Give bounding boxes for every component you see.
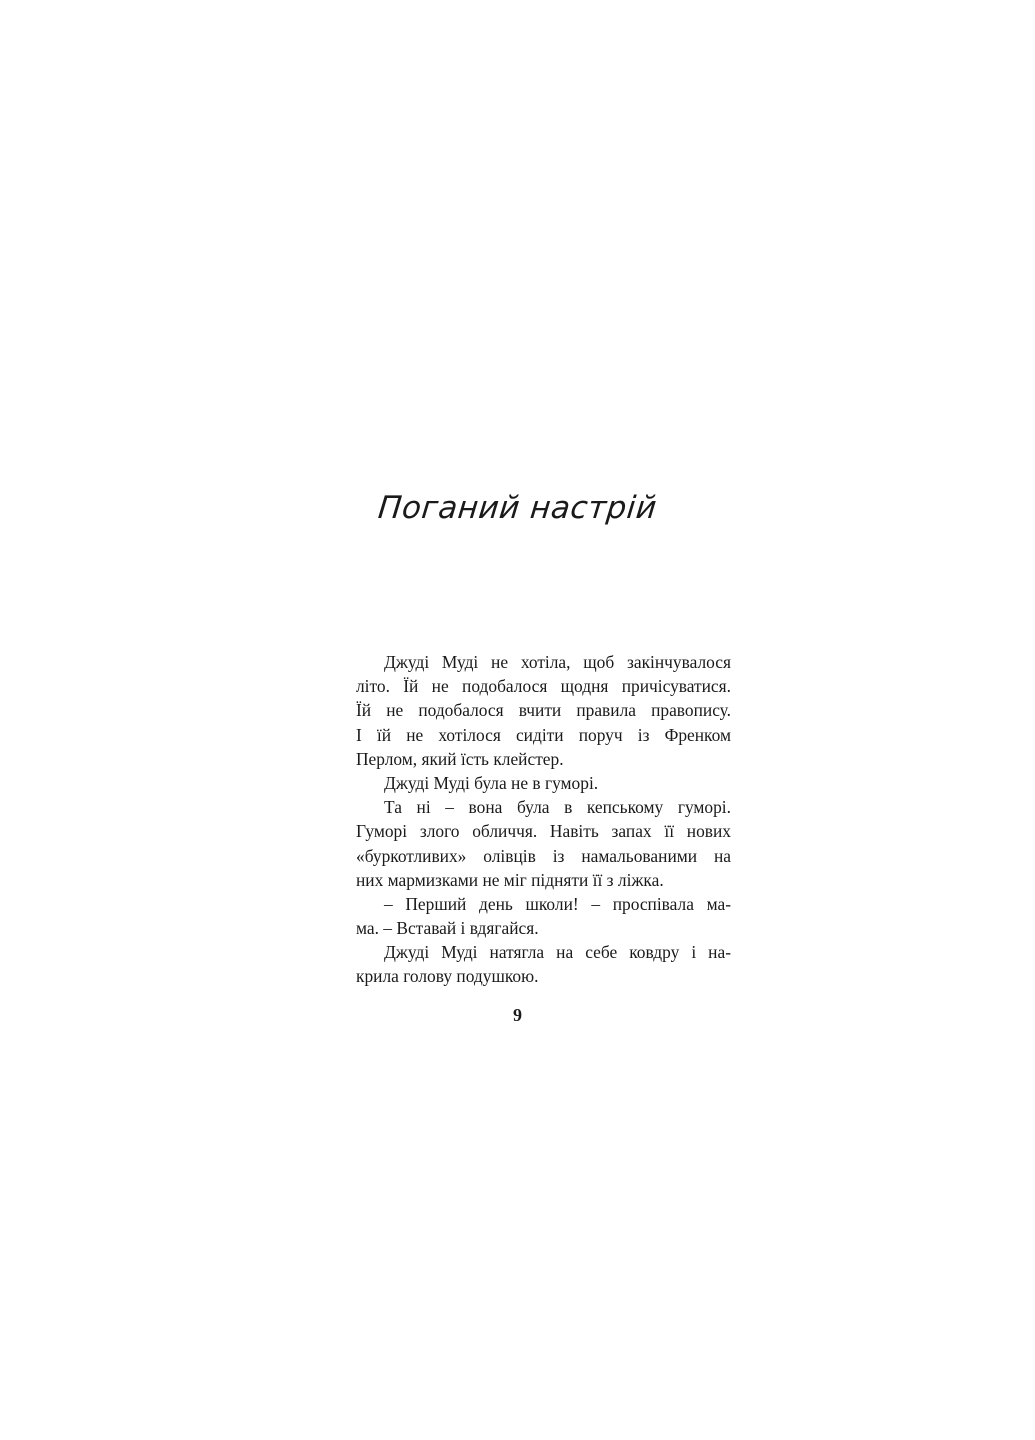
text-line: «буркотливих» олівців із намальованими на <box>356 845 731 866</box>
page-number: 9 <box>513 1005 522 1025</box>
text-line: Та ні – вона була в кепському гуморі. <box>384 797 731 818</box>
text-line: крила голову подушкою. <box>356 966 539 987</box>
text-line: Їй не подобалося вчити правила правопису. <box>356 700 731 721</box>
text-line: них мармизками не міг підняти її з ліжка. <box>356 869 664 890</box>
text-line: Перлом, який їсть клейстер. <box>356 748 564 769</box>
text-line: літо. Їй не подобалося щодня причісуватися. <box>356 676 731 697</box>
text-line: – Перший день школи! – проспівала ма- <box>384 893 731 914</box>
text-line: ма. – Вставай і вдягайся. <box>356 918 539 939</box>
text-line: І їй не хотілося сидіти поруч із Френком <box>356 724 731 745</box>
text-line: Джуді Муді натягла на себе ковдру і на- <box>384 942 731 963</box>
text-line: Гуморі злого обличчя. Навіть запах її нових <box>356 821 731 842</box>
text-line: Джуді Муді була не в гуморі. <box>384 772 599 793</box>
chapter-title: Поганий настрій <box>376 490 659 526</box>
body-text <box>356 650 731 989</box>
text-line: Джуді Муді не хотіла, щоб закінчувалося <box>384 652 731 672</box>
